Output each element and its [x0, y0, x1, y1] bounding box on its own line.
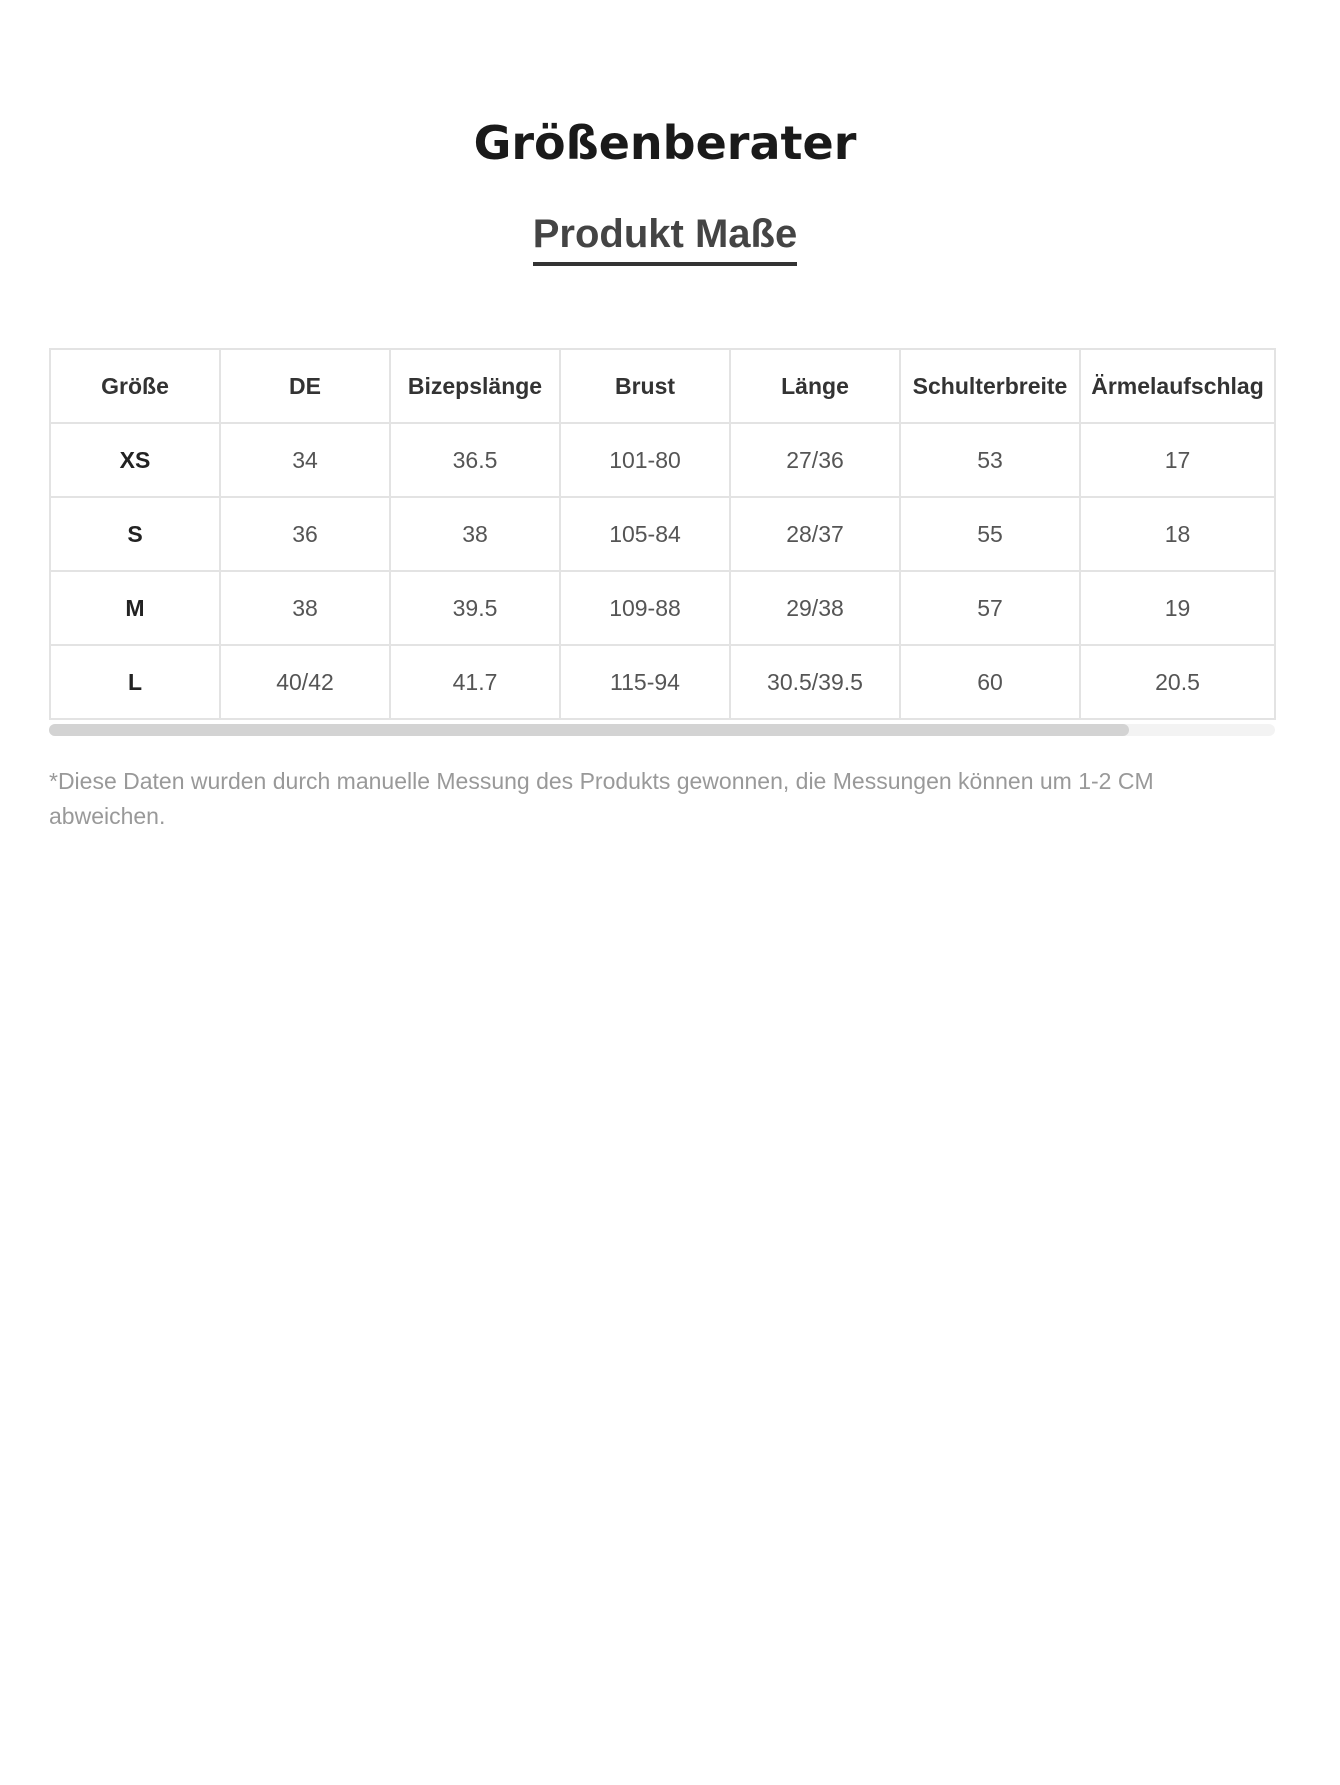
table-cell: 40/42: [220, 645, 390, 719]
table-cell: 28/37: [730, 497, 900, 571]
table-cell: 101-80: [560, 423, 730, 497]
table-cell: 55: [900, 497, 1080, 571]
column-header: Länge: [730, 349, 900, 423]
table-cell: 41.7: [390, 645, 560, 719]
table-cell: 60: [900, 645, 1080, 719]
table-cell: 29/38: [730, 571, 900, 645]
column-header: Schulterbreite: [900, 349, 1080, 423]
scrollbar-thumb[interactable]: [49, 724, 1129, 736]
table-row: [50, 423, 1275, 497]
table-row: [50, 497, 1275, 571]
table-cell: 36.5: [390, 423, 560, 497]
size-cell: XS: [50, 423, 220, 497]
size-table: [49, 348, 1276, 720]
table-cell: 30.5/39.5: [730, 645, 900, 719]
horizontal-scrollbar[interactable]: [49, 724, 1275, 736]
column-header: Ärmelaufschlag: [1080, 349, 1275, 423]
table-cell: 38: [390, 497, 560, 571]
table-cell: 39.5: [390, 571, 560, 645]
page-title: Größenberater: [473, 116, 857, 170]
column-header: Bizepslänge: [390, 349, 560, 423]
table-cell: 18: [1080, 497, 1275, 571]
column-header: Brust: [560, 349, 730, 423]
section-subtitle: Produkt Maße: [533, 210, 797, 266]
table-cell: 105-84: [560, 497, 730, 571]
table-cell: 115-94: [560, 645, 730, 719]
size-cell: L: [50, 645, 220, 719]
subtitle-container: [0, 210, 1330, 266]
table-row: [50, 645, 1275, 719]
size-table-scroll-container[interactable]: [49, 348, 1275, 736]
table-cell: 17: [1080, 423, 1275, 497]
measurement-note: *Diese Daten wurden durch manuelle Messung des Produkts gewonnen, die Messungen können um 1-2 CM abweichen.: [49, 768, 1154, 829]
table-cell: 38: [220, 571, 390, 645]
table-cell: 36: [220, 497, 390, 571]
table-cell: 19: [1080, 571, 1275, 645]
column-header: DE: [220, 349, 390, 423]
table-cell: 109-88: [560, 571, 730, 645]
size-cell: S: [50, 497, 220, 571]
size-cell: M: [50, 571, 220, 645]
table-row: [50, 571, 1275, 645]
table-header-row: [50, 349, 1275, 423]
table-cell: 20.5: [1080, 645, 1275, 719]
column-header: Größe: [50, 349, 220, 423]
table-cell: 34: [220, 423, 390, 497]
table-cell: 57: [900, 571, 1080, 645]
table-cell: 27/36: [730, 423, 900, 497]
table-cell: 53: [900, 423, 1080, 497]
